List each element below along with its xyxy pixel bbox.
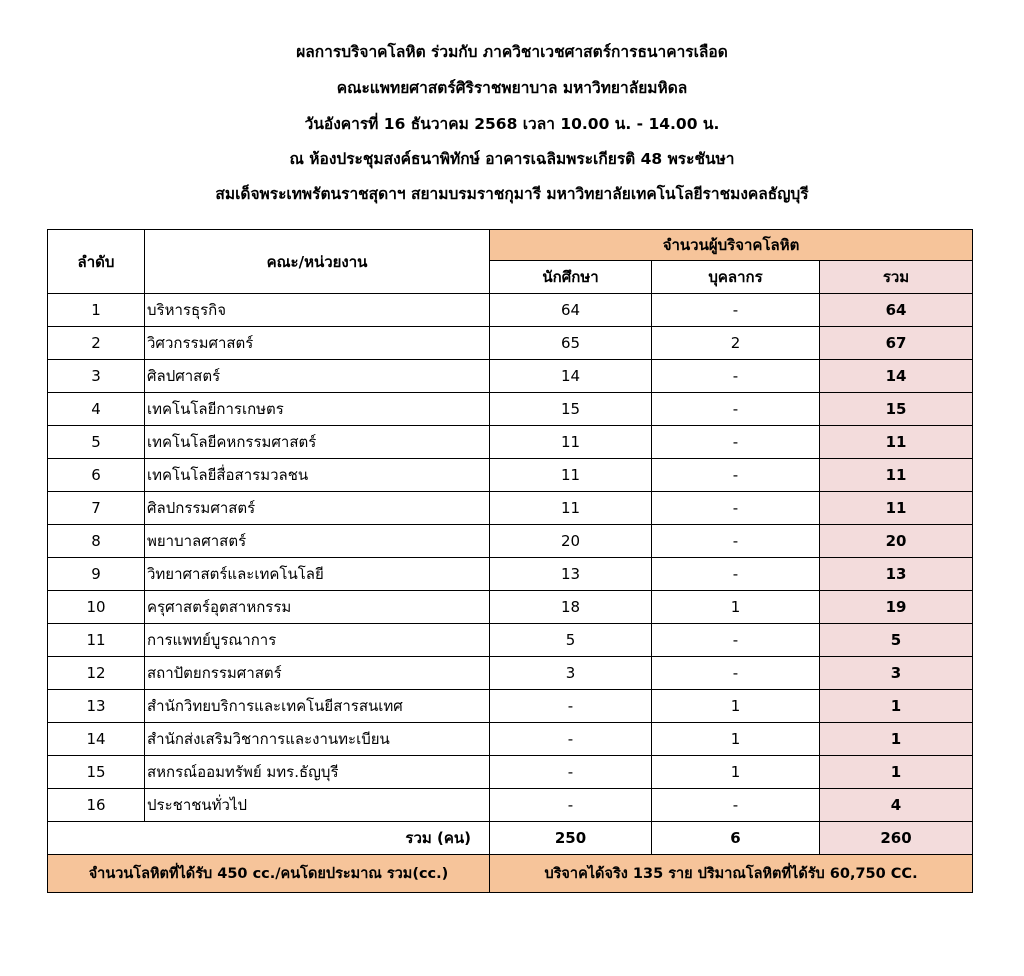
table-row	[48, 459, 973, 492]
title-line-1: ผลการบริจาคโลหิต ร่วมกับ ภาควิชาเวชศาสตร์การธนาคารเลือด	[296, 43, 728, 61]
row-total: 3	[820, 657, 973, 690]
row-students: -	[490, 789, 652, 822]
table-row	[48, 723, 973, 756]
header-no: ลำดับ	[48, 230, 145, 294]
row-staff: -	[652, 459, 820, 492]
row-faculty: ประชาชนทั่วไป	[145, 789, 490, 822]
sum-staff: 6	[652, 822, 820, 855]
row-faculty: สำนักส่งเสริมวิชาการและงานทะเบียน	[145, 723, 490, 756]
row-faculty: เทคโนโลยีสื่อสารมวลชน	[145, 459, 490, 492]
row-students: -	[490, 756, 652, 789]
table-row	[48, 789, 973, 822]
row-faculty: สหกรณ์ออมทรัพย์ มทร.ธัญบุรี	[145, 756, 490, 789]
row-no: 1	[48, 294, 145, 327]
row-staff: 2	[652, 327, 820, 360]
row-total: 15	[820, 393, 973, 426]
sum-label: รวม (คน)	[48, 822, 490, 855]
row-total: 64	[820, 294, 973, 327]
row-no: 3	[48, 360, 145, 393]
row-faculty: วิศวกรรมศาสตร์	[145, 327, 490, 360]
title-line-5: สมเด็จพระเทพรัตนราชสุดาฯ สยามบรมราชกุมารี มหาวิทยาลัยเทคโนโลยีราชมงคลธัญบุรี	[215, 185, 809, 203]
row-no: 13	[48, 690, 145, 723]
row-total: 1	[820, 690, 973, 723]
row-staff: -	[652, 789, 820, 822]
table-row	[48, 294, 973, 327]
row-no: 8	[48, 525, 145, 558]
row-staff: -	[652, 624, 820, 657]
table-row	[48, 525, 973, 558]
table-row	[48, 657, 973, 690]
row-faculty: พยาบาลศาสตร์	[145, 525, 490, 558]
row-faculty: ศิลปกรรมศาสตร์	[145, 492, 490, 525]
row-total: 1	[820, 723, 973, 756]
footer-donation-summary: บริจาคได้จริง 135 ราย ปริมาณโลหิตที่ได้รับ 60,750 CC.	[490, 855, 973, 893]
row-faculty: เทคโนโลยีการเกษตร	[145, 393, 490, 426]
table-row	[48, 624, 973, 657]
row-no: 14	[48, 723, 145, 756]
row-total: 14	[820, 360, 973, 393]
row-staff: 1	[652, 591, 820, 624]
row-students: 11	[490, 426, 652, 459]
row-no: 10	[48, 591, 145, 624]
row-students: 15	[490, 393, 652, 426]
row-no: 16	[48, 789, 145, 822]
row-faculty: สถาปัตยกรรมศาสตร์	[145, 657, 490, 690]
row-staff: -	[652, 525, 820, 558]
row-faculty: ครุศาสตร์อุตสาหกรรม	[145, 591, 490, 624]
row-staff: -	[652, 657, 820, 690]
row-no: 12	[48, 657, 145, 690]
row-total: 4	[820, 789, 973, 822]
row-total: 13	[820, 558, 973, 591]
row-total: 11	[820, 426, 973, 459]
row-total: 20	[820, 525, 973, 558]
row-staff: -	[652, 492, 820, 525]
row-no: 15	[48, 756, 145, 789]
row-students: 14	[490, 360, 652, 393]
row-total: 1	[820, 756, 973, 789]
row-staff: -	[652, 426, 820, 459]
row-students: 3	[490, 657, 652, 690]
table-row	[48, 591, 973, 624]
table-row	[48, 393, 973, 426]
header-faculty: คณะ/หน่วยงาน	[145, 230, 490, 294]
row-faculty: บริหารธุรกิจ	[145, 294, 490, 327]
footer-volume-note: จำนวนโลหิตที่ได้รับ 450 cc./คนโดยประมาณ รวม(cc.)	[48, 855, 490, 893]
row-students: 64	[490, 294, 652, 327]
row-staff: 1	[652, 756, 820, 789]
header-total: รวม	[820, 261, 973, 294]
row-faculty: สำนักวิทยบริการและเทคโนยีสารสนเทศ	[145, 690, 490, 723]
row-students: 5	[490, 624, 652, 657]
row-no: 7	[48, 492, 145, 525]
row-faculty: เทคโนโลยีคหกรรมศาสตร์	[145, 426, 490, 459]
table-row	[48, 756, 973, 789]
title-line-4: ณ ห้องประชุมสงค์ธนาพิทักษ์ อาคารเฉลิมพระเกียรติ 48 พระชันษา	[289, 150, 735, 168]
row-students: 11	[490, 459, 652, 492]
row-staff: -	[652, 558, 820, 591]
row-total: 11	[820, 492, 973, 525]
donation-table	[47, 229, 973, 893]
row-total: 5	[820, 624, 973, 657]
row-faculty: วิทยาศาสตร์และเทคโนโลยี	[145, 558, 490, 591]
row-no: 5	[48, 426, 145, 459]
row-total: 11	[820, 459, 973, 492]
row-students: 65	[490, 327, 652, 360]
table-row	[48, 492, 973, 525]
row-students: 20	[490, 525, 652, 558]
header-students: นักศึกษา	[490, 261, 652, 294]
table-row	[48, 327, 973, 360]
sum-total: 260	[820, 822, 973, 855]
table-row	[48, 690, 973, 723]
row-staff: 1	[652, 690, 820, 723]
row-students: -	[490, 690, 652, 723]
row-faculty: ศิลปศาสตร์	[145, 360, 490, 393]
title-line-3: วันอังคารที่ 16 ธันวาคม 2568 เวลา 10.00 น. - 14.00 น.	[304, 115, 720, 133]
table-row	[48, 426, 973, 459]
row-faculty: การแพทย์บูรณาการ	[145, 624, 490, 657]
row-staff: -	[652, 393, 820, 426]
row-staff: -	[652, 360, 820, 393]
row-staff: 1	[652, 723, 820, 756]
row-no: 9	[48, 558, 145, 591]
table-row	[48, 360, 973, 393]
row-students: -	[490, 723, 652, 756]
header-donor-count: จำนวนผู้บริจาคโลหิต	[490, 230, 973, 261]
row-staff: -	[652, 294, 820, 327]
sum-students: 250	[490, 822, 652, 855]
row-students: 13	[490, 558, 652, 591]
row-students: 11	[490, 492, 652, 525]
row-no: 6	[48, 459, 145, 492]
row-total: 67	[820, 327, 973, 360]
row-no: 2	[48, 327, 145, 360]
row-no: 11	[48, 624, 145, 657]
table-row	[48, 558, 973, 591]
row-students: 18	[490, 591, 652, 624]
row-no: 4	[48, 393, 145, 426]
title-line-2: คณะแพทยศาสตร์ศิริราชพยาบาล มหาวิทยาลัยมหิดล	[336, 79, 688, 97]
header-staff: บุคลากร	[652, 261, 820, 294]
row-total: 19	[820, 591, 973, 624]
